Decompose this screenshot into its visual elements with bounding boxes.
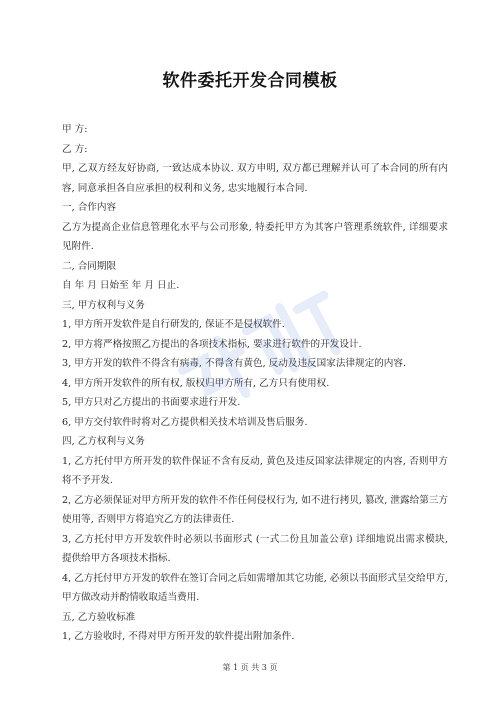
cooperation-paragraph: 乙方为提高企业信息管理化水平与公司形象, 特委托甲方为其客户管理系统软件, 详细要求见附件. xyxy=(62,221,448,252)
party-b-clause-4: 4, 乙方托付甲方开发的软件在签订合同之后如需增加其它功能, 必须以书面形式呈交给甲方, 甲方做改动并酌情收取适当费用. xyxy=(62,572,448,603)
section-heading-acceptance: 五, 乙方验收标准 xyxy=(62,611,136,623)
party-a-clause-3: 3, 甲方开发的软件不得含有病毒, 不得含有黄色, 反动及违反国家法律规定的内容. xyxy=(62,358,407,369)
term-line: 自 年 月 日始至 年 月 日止. xyxy=(62,280,180,291)
party-a-clause-2: 2, 甲方将严格按照乙方提出的各项技术指标, 要求进行软件的开发设计. xyxy=(62,338,362,350)
party-a-clause-6: 6, 甲方交付软件时将对乙方提供相关技术培训及售后服务. xyxy=(62,416,308,428)
party-a-clause-1: 1, 甲方所开发软件是自行研发的, 保证不是侵权软件. xyxy=(62,319,285,330)
document-body xyxy=(62,120,448,647)
preamble-paragraph: 甲, 乙双方经友好协商, 一致达成本协议. 双方申明, 双方都已理解并认可了本合同的所有内容, 同意承担各自应承担的权利和义务, 忠实地履行本合同. xyxy=(62,163,448,194)
page-footer: 第 1 页 共 3 页 xyxy=(222,663,278,672)
party-b-clause-1: 1, 乙方托付甲方所开发的软件保证不含有反动, 黄色及违反国家法律规定的内容, 否则甲方将不予开发. xyxy=(62,455,448,486)
party-a-clause-4: 4, 甲方所开发软件的所有权, 版权归甲方所有, 乙方只有使用权. xyxy=(62,377,330,389)
section-heading-party-a-rights: 三, 甲方权利与义务 xyxy=(62,299,145,311)
party-b-clause-3: 3, 乙方托付甲方开发软件时必须以书面形式 (一式二份且加盖公章) 详细地说出需求模块, 提供给甲方各项技术指标. xyxy=(62,533,448,564)
section-heading-term: 二, 合同期限 xyxy=(62,260,117,272)
document-title: 软件委托开发合同模板 xyxy=(162,71,338,91)
section-heading-party-b-rights: 四, 乙方权利与义务 xyxy=(62,436,145,447)
party-b-line: 乙 方: xyxy=(62,143,88,155)
acceptance-clause-1: 1, 乙方验收时, 不得对甲方所开发的软件提出附加条件. xyxy=(62,631,295,642)
party-b-clause-2: 2, 乙方必须保证对甲方所开发的软件不作任何侵权行为, 如不进行拷贝, 篡改, 泄露给第三方使用等, 否则甲方将追究乙方的法律责任. xyxy=(62,494,448,525)
section-heading-cooperation: 一, 合作内容 xyxy=(62,202,117,213)
party-a-line: 甲 方: xyxy=(62,124,88,135)
party-a-clause-5: 5, 甲方只对乙方提出的书面要求进行开发. xyxy=(62,397,241,408)
